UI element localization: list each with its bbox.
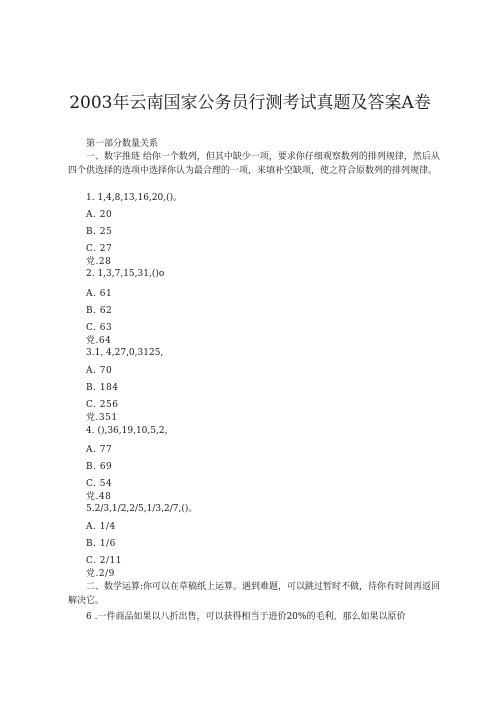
question-1-option-c: C. 27 [86, 244, 113, 254]
question-3-option-a: A. 70 [86, 366, 113, 376]
question-4-option-a: A. 77 [86, 445, 113, 455]
section2-intro: 二、数学运算:你可以在草稿纸上运算。遇到难题，可以跳过暂时不做，待你有时间再返回解决它。 [68, 582, 441, 606]
part1-heading: 第一部分数量关系 [86, 139, 159, 149]
question-4-option-c: C. 54 [86, 479, 113, 489]
question-1-answer: 党.28 [86, 257, 112, 267]
question-5-option-c: C. 2/11 [86, 556, 122, 566]
question-2-option-a: A. 61 [86, 289, 113, 299]
question-5-option-b: B. 1/6 [86, 539, 116, 549]
question-2-option-b: B. 62 [86, 306, 113, 316]
question-3-answer: 党.351 [86, 413, 118, 423]
question-1-option-b: B. 25 [86, 227, 113, 237]
document-title: 2003年云南国家公务员行测考试真题及答案A卷 [69, 93, 431, 113]
question-1-stem: 1. 1,4,8,13,16,20,()。 [86, 193, 183, 203]
question-4-answer: 党.48 [86, 492, 112, 502]
question-4-option-b: B. 69 [86, 462, 113, 472]
question-2-option-c: C. 63 [86, 323, 113, 333]
section1-intro: 一、数字推琏 给你一个数列，但其中缺少一项，要求你仔细观察数列的排列规律，然后从四个供选择的选项中选择你认为最合理的一项，来填补空缺项，使之符合原数列的排列规律。 [68, 152, 440, 176]
question-3-option-c: C. 256 [86, 400, 119, 410]
question-4-stem: 4. (),36,19,10,5,2, [86, 426, 168, 436]
question-2-answer: 党.64 [86, 336, 112, 346]
question-3-option-b: B. 184 [86, 383, 119, 393]
question-2-stem: 2. 1,3,7,15,31,()o [86, 269, 165, 279]
question-5-stem: 5.2/3,1/2,2/5,1/3,2/7,()。 [86, 504, 198, 514]
question-6-text: 6 .一件商品如果以八折出售，可以获得相当于进价20%的毛利，那么如果以原价 [86, 612, 406, 622]
question-1-option-a: A. 20 [86, 210, 113, 220]
question-5-option-a: A. 1/4 [86, 522, 116, 532]
question-3-stem: 3.1, 4,27,0,3125, [86, 348, 164, 358]
question-5-answer: 党.2/9 [86, 569, 115, 579]
